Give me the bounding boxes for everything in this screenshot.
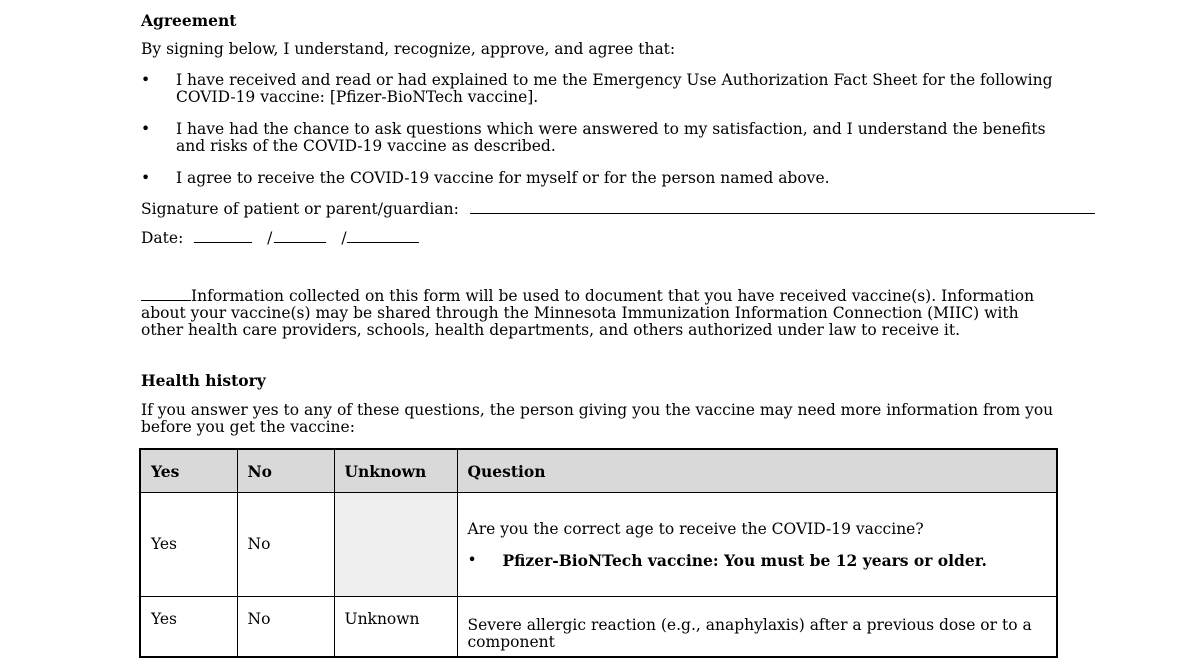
bullet-icon: •: [467, 550, 477, 569]
question-sub-bullet: [468, 552, 1047, 569]
date-row: [141, 229, 419, 247]
signature-line[interactable]: [470, 200, 1095, 214]
column-header-yes: Yes: [140, 449, 237, 493]
column-header-no: No: [237, 449, 334, 493]
table-header-row: [140, 449, 1057, 493]
bullet-icon: •: [141, 71, 151, 89]
question-sub-bullet-text: Pfizer-BioNTech vaccine: You must be 12 years or older.: [502, 550, 987, 570]
date-separator: /: [341, 229, 347, 247]
answer-yes[interactable]: Yes: [140, 493, 237, 597]
date-month-line[interactable]: [194, 229, 252, 243]
answer-yes[interactable]: Yes: [140, 597, 237, 657]
bullet-icon: •: [141, 120, 151, 138]
date-label: Date:: [141, 229, 184, 247]
column-header-unknown: Unknown: [334, 449, 457, 493]
date-separator: /: [267, 229, 273, 247]
health-history-heading: Health history: [141, 371, 266, 390]
health-history-table: [139, 448, 1058, 658]
miic-initials-line[interactable]: [141, 287, 191, 301]
answer-unknown[interactable]: Unknown: [334, 597, 457, 657]
signature-label: Signature of patient or parent/guardian:: [141, 200, 459, 218]
table-row: [140, 493, 1057, 597]
date-year-line[interactable]: [347, 229, 419, 243]
agreement-intro: By signing below, I understand, recognize, approve, and agree that:: [141, 40, 676, 58]
answer-unknown-shaded: [334, 493, 457, 597]
answer-no[interactable]: No: [237, 597, 334, 657]
agreement-bullet-text: I have had the chance to ask questions which were answered to my satisfaction, and I understand the benefits and risks of the COVID-19 vaccine as described.: [176, 120, 1046, 155]
column-header-question: Question: [457, 449, 1057, 493]
agreement-heading: Agreement: [141, 11, 237, 30]
signature-row: [141, 200, 1095, 218]
question-cell: [457, 493, 1057, 597]
miic-paragraph: [141, 287, 1056, 339]
question-text: Severe allergic reaction (e.g., anaphylaxis) after a previous dose or to a component: [457, 597, 1057, 657]
table-row: [140, 597, 1057, 657]
question-text: Are you the correct age to receive the COVID-19 vaccine?: [467, 519, 924, 538]
agreement-bullet-text: I have received and read or had explained to me the Emergency Use Authorization Fact Sheet for the following COVID-19 vaccine: [Pfizer-BioNTech vaccine].: [176, 71, 1053, 106]
health-history-intro: If you answer yes to any of these questions, the person giving you the vaccine may need more information from you before you get the vaccine:: [141, 401, 1054, 436]
bullet-icon: •: [141, 169, 151, 187]
miic-text: Information collected on this form will be used to document that you have received vaccine(s). Information about your vaccine(s) may be shared through the Minnesota Immunization Information Connection (MIIC) with other health care providers, schools, health departments, and others authorized under law to receive it.: [141, 287, 1035, 339]
agreement-bullet-text: I agree to receive the COVID-19 vaccine for myself or for the person named above.: [176, 169, 830, 187]
date-day-line[interactable]: [274, 229, 326, 243]
answer-no[interactable]: No: [237, 493, 334, 597]
